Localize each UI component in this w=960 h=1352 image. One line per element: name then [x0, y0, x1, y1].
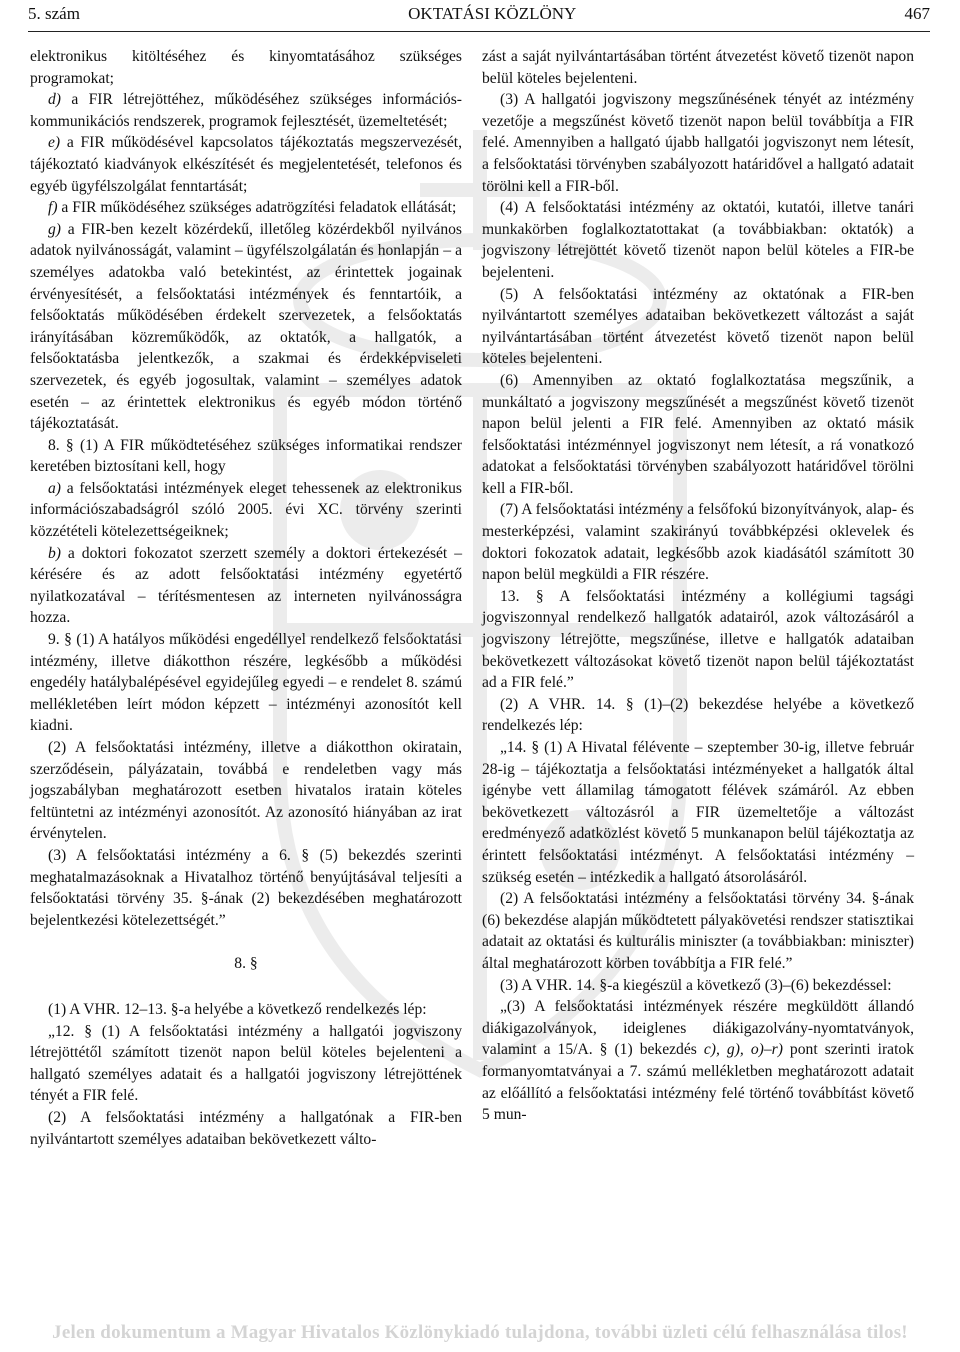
paragraph-text: 9. § (1) A hatályos működési engedéllyel rendelkező felsőoktatási intézmény, illetve diákotthon részére, legkésőbb a működési engedély hatálybalépésével egyidejűleg egyedi – e rendelet 8. számú mellékletében leírt módon képzett – intézményi azonosítót kell kiadni.: [30, 631, 462, 735]
item-label: e): [48, 134, 61, 152]
paragraph: [30, 89, 462, 132]
page-header: [28, 4, 930, 28]
item-label: b): [48, 544, 61, 562]
paragraph: [482, 197, 914, 283]
paragraph-text: zást a saját nyilvántartásában történt átvezetést követő tizenöt napon belül köteles bejelenteni.: [482, 48, 914, 87]
paragraph: [482, 737, 914, 888]
paragraph-text: a felsőoktatási intézmények eleget tehessenek az elektronikus információszabadságról szóló 2005. évi XC. törvény szerinti közzétételi kötelezettségeiknek;: [30, 479, 462, 541]
italic-reference: c), g), o)–r): [703, 1041, 783, 1059]
paragraph: [30, 197, 462, 219]
paragraph: [30, 219, 462, 435]
paragraph-text: a FIR-ben kezelt közérdekű, illetőleg közérdekből nyilvános adatok nyilvánosságát, valamint – ügyfélszolgálatán és honlapján – a személyes adatokba való betekintést, az érintettek jogainak érvényesítését, a felsőoktatási intézmények és fenntartóik, a felsőoktatás működésében érdekelt szervezetek, a felsőoktatás irányításában közreműködők, az oktatók, a hallgatók, a felsőoktatásba jelentkezők, a szakmai és érdekképviseleti szervezetek, és egyéb jogosultak, valamint – személyes adatok esetén – az érintettek elektronikus és egyéb módon történő tájékoztatását.: [30, 220, 462, 433]
paragraph-text: (2) A felsőoktatási intézmény a felsőoktatási törvény 34. §-ának (6) bekezdése alapján működtetett pályakövetési rendszer statisztikai adatait az oktatási és kulturális miniszter (a továbbiakban: miniszter) által meghatározott körben továbbítja a FIR felé.”: [482, 890, 914, 972]
left-column: [30, 46, 462, 1150]
section-heading: [30, 953, 462, 975]
footer-notice: Jelen dokumentum a Magyar Hivatalos Közlönykiadó tulajdona, további üzleti célú felhasználása tilos!: [52, 1322, 908, 1343]
paragraph: [482, 694, 914, 737]
paragraph-text: (3) A VHR. 14. §-a kiegészül a következő (3)–(6) bekezdéssel:: [500, 976, 892, 994]
paragraph: [482, 975, 914, 997]
paragraph-text: „12. § (1) A felsőoktatási intézmény a hallgatói jogviszony létrejöttétől számított tizenöt napon belül köteles bejelenteni a hallgató személyes adatait és a hallgatói jogviszony létrejöttének tényét a FIR felé.: [30, 1022, 462, 1105]
paragraph-text: a doktori fokozatot szerzett személy a doktori értekezését – kérésére és az adott felsőoktatási intézmény egyetértő nyilatkozatával – térítésmentesen az interneten nyilvánosságra hozza.: [30, 544, 462, 627]
paragraph: [482, 370, 914, 500]
issue-number: 5. szám: [28, 4, 80, 23]
item-label: d): [48, 91, 61, 109]
paragraph: [482, 499, 914, 585]
paragraph-text: 8. §: [234, 955, 258, 973]
paragraph: [30, 46, 462, 89]
paragraph: [30, 1107, 462, 1150]
paragraph-text: (7) A felsőoktatási intézmény a felsőfokú bizonyítványok, alap- és mesterképzési, valamint szakirányú továbbképzési oklevelek és doktori fokozatok adatait, legkésőbb azok kiadásától számított 30 napon belül megküldi a FIR részére.: [482, 501, 914, 584]
item-label: a): [48, 479, 61, 497]
item-label: g): [48, 220, 61, 238]
paragraph: [30, 845, 462, 931]
paragraph: [30, 629, 462, 737]
header-rule: [28, 31, 930, 32]
journal-title: OKTATÁSI KÖZLÖNY: [408, 4, 577, 23]
right-column: [482, 46, 914, 1126]
paragraph-text: (5) A felsőoktatási intézmény az oktatónak a FIR-ben nyilvántartott személyes adataiban bekövetkezett változást a saját nyilvántartásában történt átvezetést követő tizenöt napon belül köteles bejelenteni.: [482, 285, 914, 368]
paragraph: [30, 737, 462, 845]
page-number: 467: [904, 4, 930, 23]
paragraph-text: (3) A hallgatói jogviszony megszűnésének tényét az intézmény vezetője a megszűnést követő tizenöt napon belül továbbítja a FIR felé. Amennyiben a hallgató újabb hallgatói jogviszonyt nem létesít, a felsőoktatási törvényben szabályozott határidővel a hallgató adatait törölni kell a FIR-ből.: [482, 91, 914, 195]
paragraph-text: „(3) A felsőoktatási intézmények részére megküldött állandó diákigazolványok, ideiglenes diákigazolvány-nyomtatványok, valamint a 15/A. § (1) bekezdés: [482, 998, 914, 1059]
paragraph: [30, 999, 462, 1021]
paragraph-text: pont szerinti iratok formanyomtatványai a 7. számú mellékletben meghatározott adatait az előállító a felsőoktatási intézmény felé történő továbbítást követő 5 mun-: [482, 1041, 914, 1124]
item-label: f): [48, 199, 58, 217]
paragraph-text: a FIR létrejöttéhez, működéséhez szükséges információs-kommunikációs rendszerek, programok fejlesztését, üzemeltetését;: [30, 91, 462, 130]
paragraph-text: (2) A VHR. 14. § (1)–(2) bekezdése helyébe a következő rendelkezés lép:: [482, 695, 914, 735]
paragraph-text: (2) A felsőoktatási intézmény a hallgatónak a FIR-ben nyilvántartott személyes adataiban bekövetkezett válto-: [30, 1108, 462, 1148]
paragraph-text: (2) A felsőoktatási intézmény, illetve a diákotthon okiratain, szerződésein, pályázatain, továbbá e rendeletben vagy más jogszabályban meghatározott esetben hivatalos iratain köteles feltüntetni az intézményi azonosítót. Az azonosító hiányában az irat érvénytelen.: [30, 739, 462, 843]
paragraph: [482, 586, 914, 694]
paragraph-text: „14. § (1) A Hivatal félévente – szeptember 30-ig, illetve február 28-ig – tájékoztatja a felsőoktatási intézményeket a hallgatók által igénybe vett államilag támogatott félévek számáról. Az ebben bekövetkezett változásról a FIR üzemeltetője a változást eredményező adatközlést követő 5 munkanapon belül tájékoztatja az érintett felsőoktatási intézményt. A felsőoktatási intézmény – szükség esetén – intézkedik a hallgató átsorolásáról.: [482, 739, 914, 886]
paragraph: [482, 888, 914, 974]
paragraph-text: (4) A felsőoktatási intézmény az oktatói, kutatói, illetve tanári munkakörben foglalkoztatottakat (a továbbiakban: oktatók) a jogviszony létrejöttét követő tizenöt napon belül köteles a FIR-be bejelenteni.: [482, 199, 914, 281]
paragraph: [482, 996, 914, 1126]
paragraph: [482, 46, 914, 89]
paragraph-text: (3) A felsőoktatási intézmény a 6. § (5) bekezdés szerinti meghatalmazásoknak a Hivatalhoz történő benyújtásával teljesíti a felsőoktatási törvény 35. §-ának (2) bekezdésében meghatározott bejelentkezési kötelezettségét.”: [30, 846, 462, 929]
paragraph: [482, 89, 914, 197]
paragraph: [30, 435, 462, 478]
paragraph-text: (6) Amennyiben az oktató foglalkoztatása megszűnik, a munkáltató a jogviszony megszűnését a megszűnést követő tizenöt napon belül jelenti a FIR felé. Amennyiben az oktató másik felsőoktatási intézménnyel jogviszonyt nem létesít, a rá vonatkozó adatokat a felsőoktatási törvényben szabályozott határidővel törölni kell a FIR-ből.: [482, 371, 914, 497]
paragraph-text: 8. § (1) A FIR működtetéséhez szükséges informatikai rendszer keretében biztosítani kell, hogy: [30, 436, 462, 476]
paragraph-text: a FIR működésével kapcsolatos tájékoztatás megszervezését, tájékoztató kiadványok elkészítését és megjelentetését, telefonos és egyéb ügyfélszolgálat fenntartását;: [30, 134, 462, 195]
paragraph-text: a FIR működéséhez szükséges adatrögzítési feladatok ellátását;: [57, 199, 457, 217]
paragraph: [482, 284, 914, 370]
paragraph: [30, 478, 462, 543]
paragraph: [30, 132, 462, 197]
paragraph: [30, 1021, 462, 1107]
paragraph-text: (1) A VHR. 12–13. §-a helyébe a következő rendelkezés lép:: [48, 1000, 427, 1018]
paragraph-text: elektronikus kitöltéséhez és kinyomtatásához szükséges programokat;: [30, 48, 462, 87]
paragraph-text: 13. § A felsőoktatási intézmény a kollégiumi tagsági jogviszonnyal rendelkező hallgatók adatairól, azok változásáról a jogviszony létrejötte, megszűnése, illetve e hallgatók adataiban bekövetkezett változásokat követő tizenöt napon belül tájékoztatást ad a FIR felé.”: [482, 587, 914, 692]
paragraph: [30, 543, 462, 629]
